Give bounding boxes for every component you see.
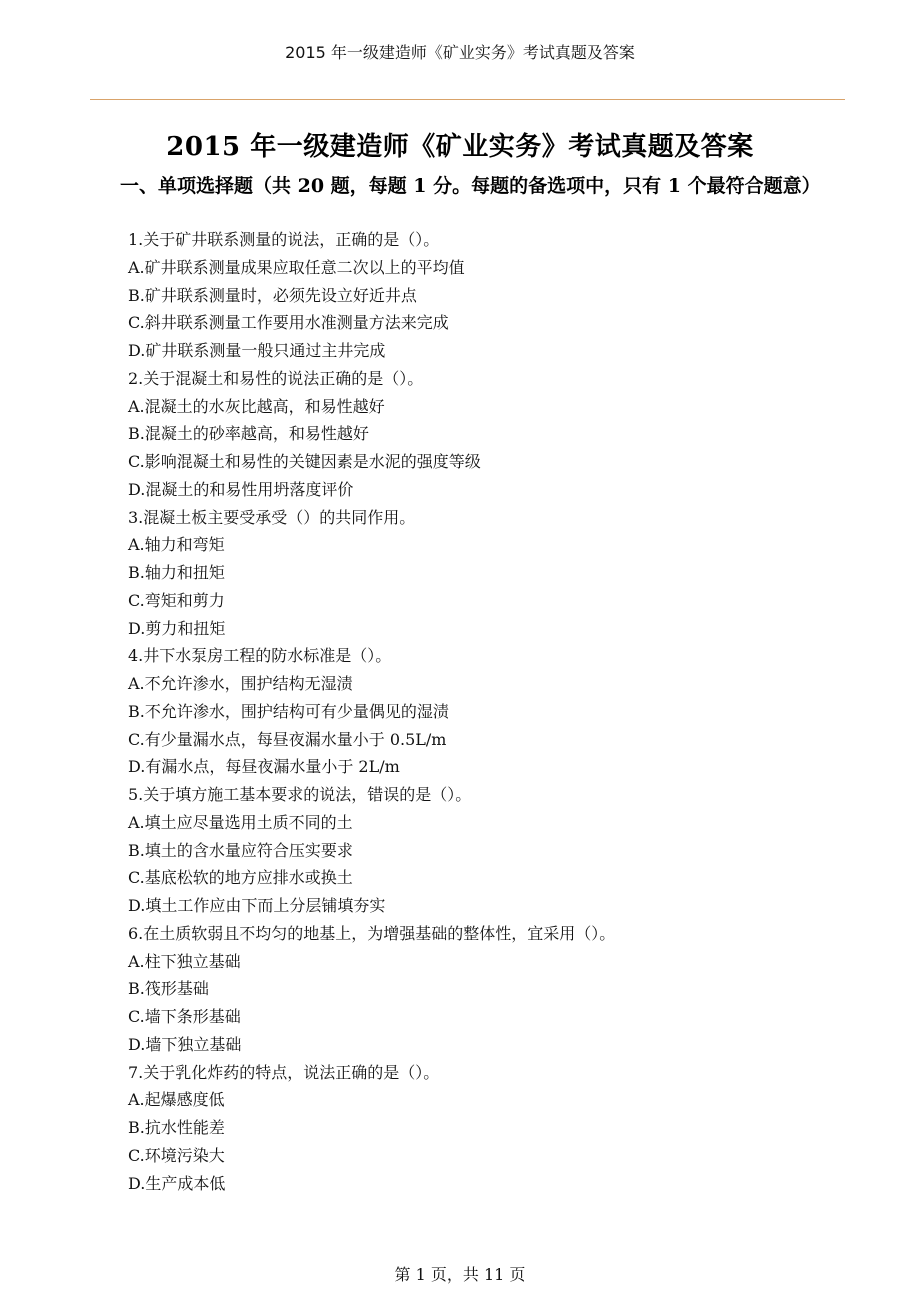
option-a: A.混凝土的水灰比越高，和易性越好 <box>128 396 385 416</box>
question-stem: 7.关于乳化炸药的特点，说法正确的是（）。 <box>128 1062 440 1082</box>
option-a: A.轴力和弯矩 <box>128 535 225 555</box>
option-c: C.影响混凝土和易性的关键因素是水泥的强度等级 <box>128 452 481 471</box>
running-header: 2015 年一级建造师《矿业实务》考试真题及答案 <box>285 43 635 62</box>
option-d: D.混凝土的和易性用坍落度评价 <box>128 479 354 499</box>
question-stem: 4.井下水泵房工程的防水标准是（）。 <box>128 646 392 666</box>
option-d: D.生产成本低 <box>128 1173 226 1193</box>
option-b: B.不允许渗水，围护结构可有少量偶见的湿渍 <box>128 701 449 721</box>
header-divider <box>90 99 845 100</box>
document-title: 2015 年一级建造师《矿业实务》考试真题及答案 <box>166 132 754 162</box>
option-d: D.剪力和扭矩 <box>128 618 226 638</box>
option-c: C.弯矩和剪力 <box>128 590 225 610</box>
question-stem: 5.关于填方施工基本要求的说法，错误的是（）。 <box>128 785 472 804</box>
option-b: B.矿井联系测量时，必须先设立好近井点 <box>128 285 417 305</box>
option-a: A.起爆感度低 <box>128 1090 225 1110</box>
question-list <box>128 226 843 1197</box>
option-a: A.柱下独立基础 <box>128 951 241 971</box>
option-a: A.不允许渗水，围护结构无湿渍 <box>128 674 353 693</box>
option-b: B.轴力和扭矩 <box>128 563 225 582</box>
option-b: B.抗水性能差 <box>128 1118 225 1137</box>
option-c: C.墙下条形基础 <box>128 1007 241 1026</box>
question-stem: 3.混凝土板主要受承受（）的共同作用。 <box>128 507 416 527</box>
option-b: B.筏形基础 <box>128 979 209 999</box>
option-d: D.有漏水点，每昼夜漏水量小于 2L/m <box>128 757 400 777</box>
section-heading: 一、单项选择题（共 20 题，每题 1 分。每题的备选项中，只有 1 个最符合题意） <box>120 175 821 197</box>
option-b: B.填土的含水量应符合压实要求 <box>128 840 353 860</box>
option-c: C.有少量漏水点，每昼夜漏水量小于 0.5L/m <box>128 729 447 749</box>
option-a: A.填土应尽量选用土质不同的土 <box>128 812 353 832</box>
option-d: D.墙下独立基础 <box>128 1034 242 1054</box>
option-b: B.混凝土的砂率越高，和易性越好 <box>128 424 369 444</box>
option-a: A.矿井联系测量成果应取任意二次以上的平均值 <box>128 257 465 277</box>
question-stem: 1.关于矿井联系测量的说法，正确的是（）。 <box>128 230 440 249</box>
option-c: C.斜井联系测量工作要用水准测量方法来完成 <box>128 313 449 333</box>
question-stem: 6.在土质软弱且不均匀的地基上，为增强基础的整体性，宜采用（）。 <box>128 923 616 943</box>
option-d: D.矿井联系测量一般只通过主井完成 <box>128 341 386 360</box>
option-c: C.环境污染大 <box>128 1145 225 1165</box>
page-number-footer: 第 1 页，共 11 页 <box>394 1265 526 1284</box>
option-d: D.填土工作应由下而上分层铺填夯实 <box>128 896 386 915</box>
option-c: C.基底松软的地方应排水或换土 <box>128 868 353 888</box>
question-stem: 2.关于混凝土和易性的说法正确的是（）。 <box>128 368 424 388</box>
